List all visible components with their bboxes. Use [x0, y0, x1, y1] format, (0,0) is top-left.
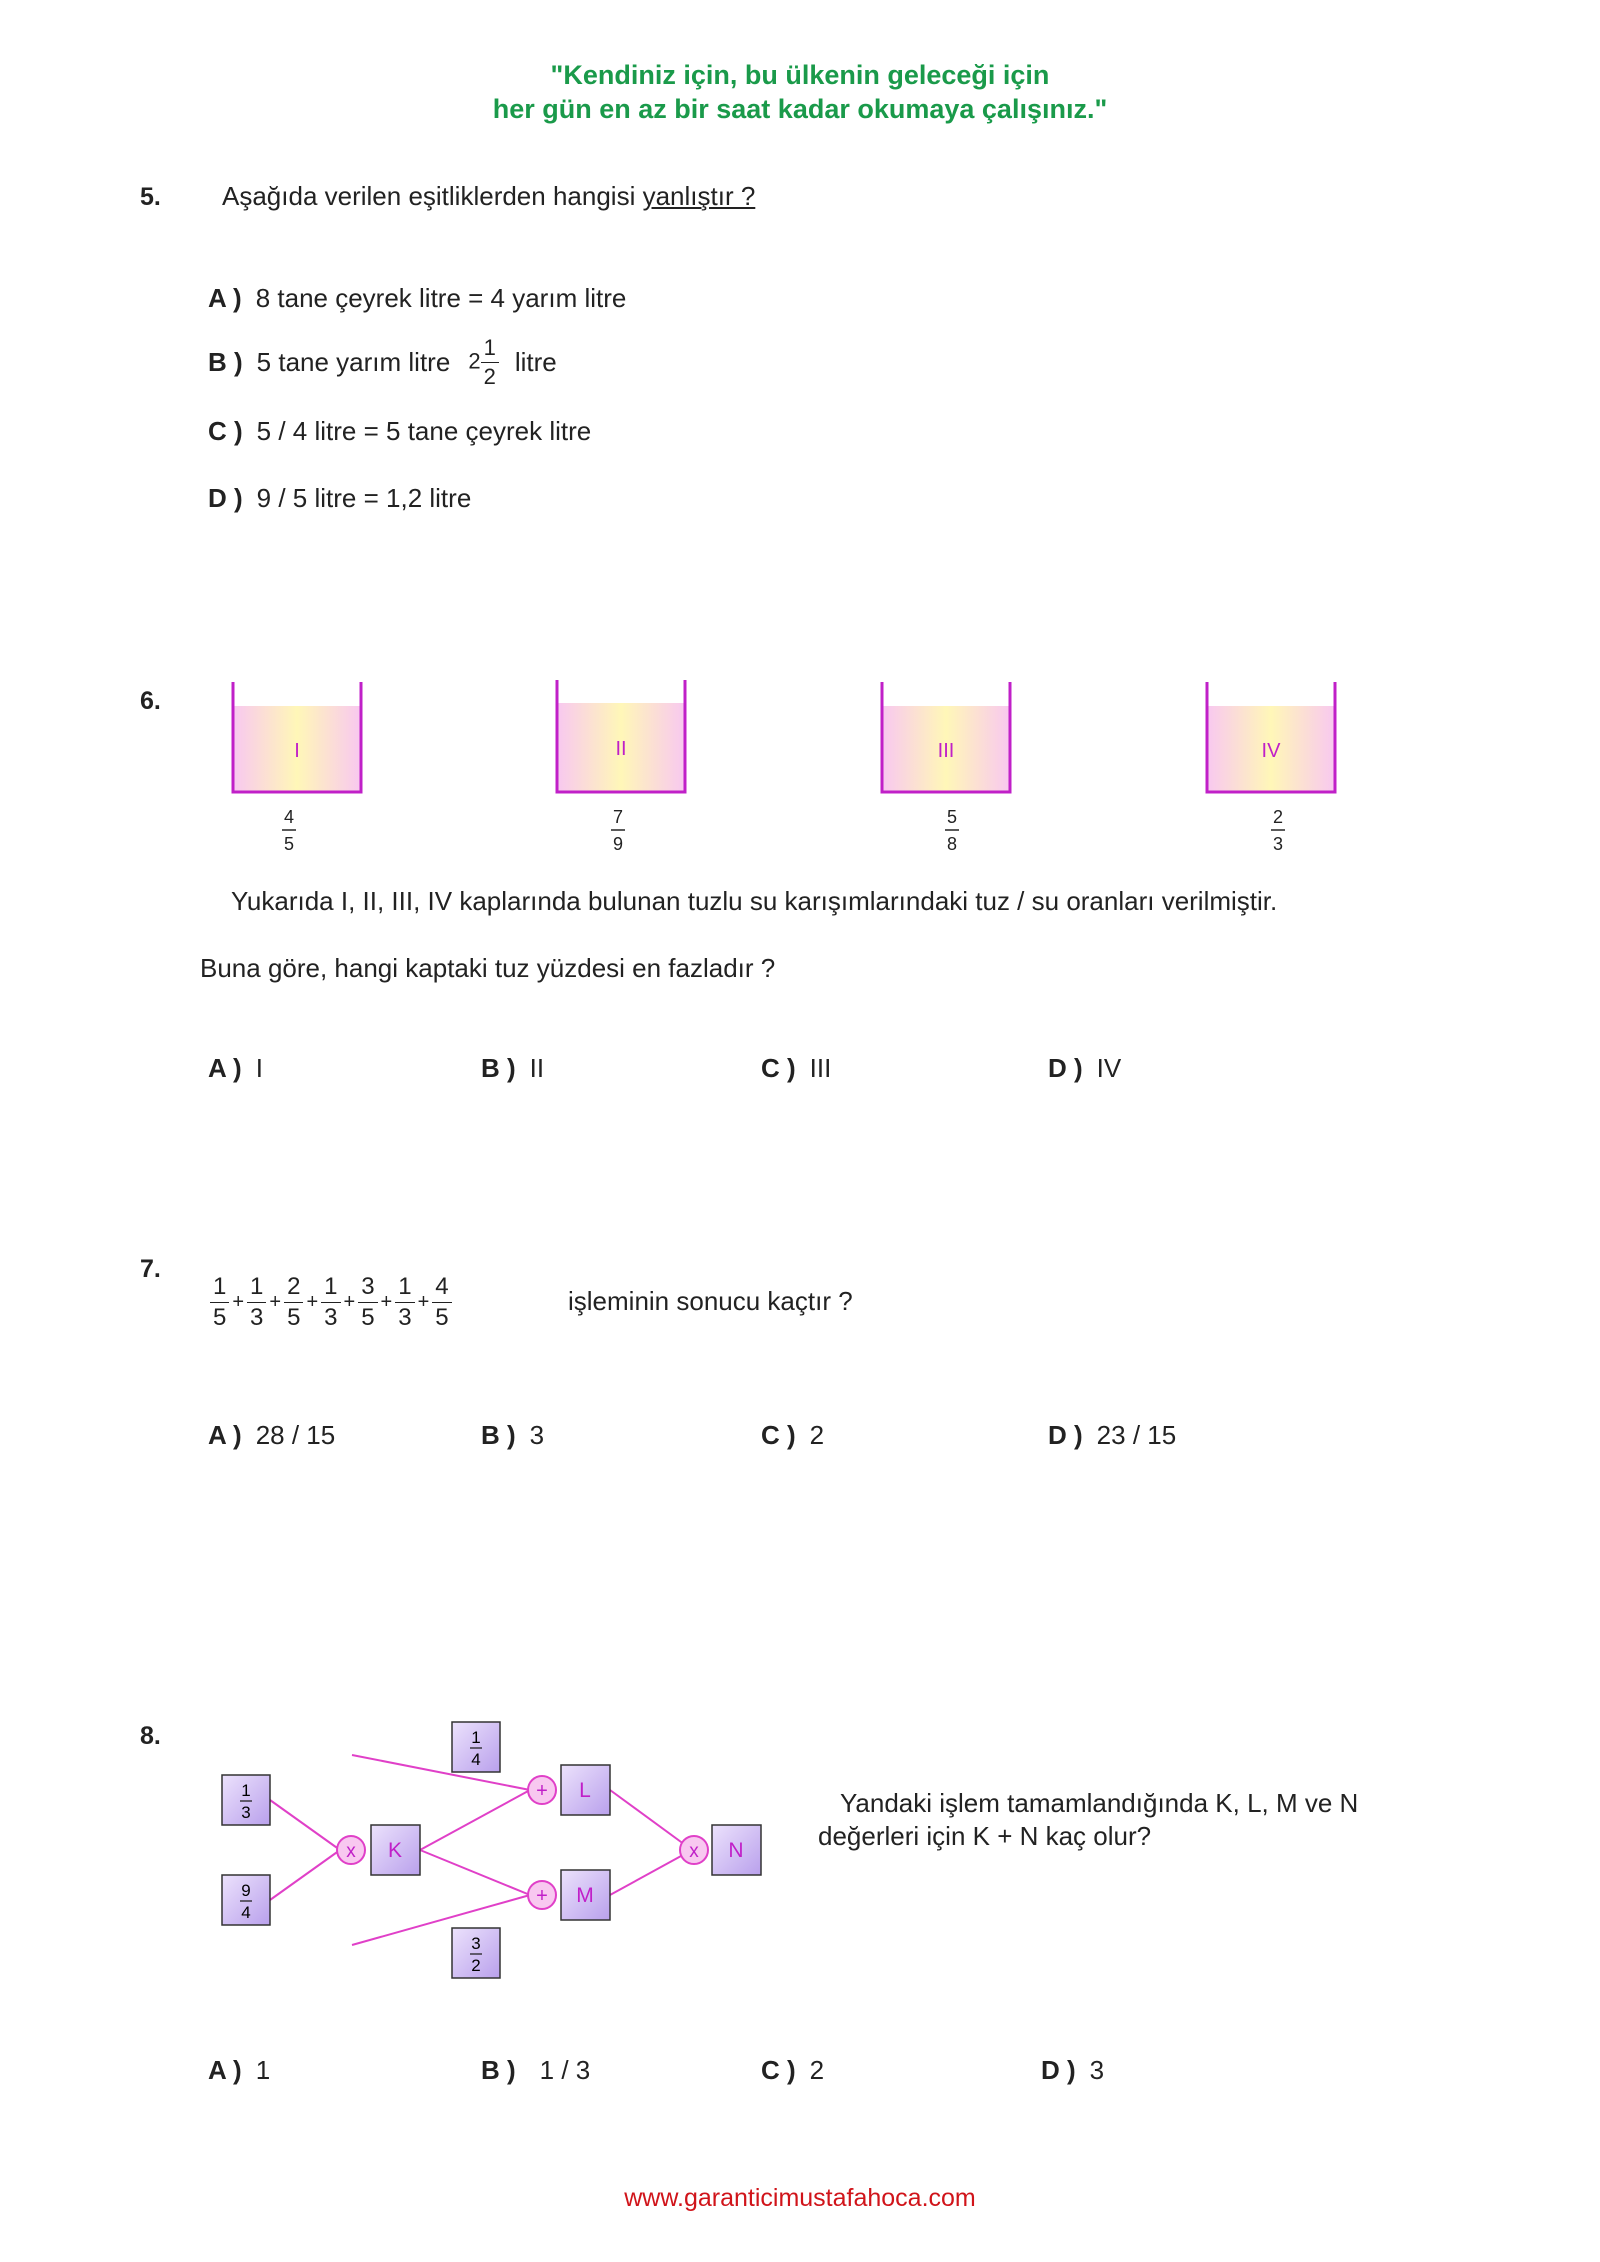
- question-5-stem: [222, 181, 755, 212]
- q6-option-c[interactable]: [761, 1053, 831, 1084]
- fraction-term: [395, 1275, 414, 1330]
- question-7-text: işleminin sonucu kaçtır ?: [568, 1286, 853, 1316]
- question-5-stem-text: Aşağıda verilen eşitliklerden hangisi: [222, 181, 643, 211]
- result-box-M: [561, 1870, 610, 1920]
- option-text: I: [255, 1053, 263, 1083]
- question-6-text-2: Buna göre, hangi kaptaki tuz yüzdesi en fazladır ?: [200, 953, 776, 983]
- q5-option-b[interactable]: [208, 337, 557, 388]
- question-5-number: 5.: [140, 183, 161, 211]
- option-letter: C ): [761, 1053, 796, 1083]
- option-text: 5 / 4 litre = 5 tane çeyrek litre: [256, 416, 592, 446]
- option-text: II: [529, 1053, 545, 1083]
- q5-option-c[interactable]: [208, 416, 591, 447]
- option-letter: D ): [1048, 1420, 1083, 1450]
- fraction-denominator: 2: [483, 364, 496, 389]
- q6-option-b[interactable]: [481, 1053, 544, 1084]
- q7-option-a[interactable]: [208, 1420, 335, 1451]
- fraction-numerator: 1: [395, 1275, 414, 1303]
- q8-option-a[interactable]: [208, 2055, 270, 2086]
- option-text: 28 / 15: [255, 1420, 336, 1450]
- fraction-sum: [210, 1275, 452, 1330]
- plus-sign: +: [536, 1885, 548, 1907]
- option-text: 2: [809, 1420, 825, 1450]
- q8-option-b[interactable]: [481, 2055, 590, 2086]
- fraction-numerator: 1: [247, 1275, 266, 1303]
- option-letter: B ): [208, 347, 243, 377]
- option-letter: C ): [208, 416, 243, 446]
- fraction-term: [284, 1275, 303, 1330]
- result-box-N: [712, 1825, 761, 1875]
- option-text: III: [809, 1053, 832, 1083]
- option-letter: D ): [1048, 1053, 1083, 1083]
- ratio-numerator: 7: [612, 807, 624, 827]
- option-letter: A ): [208, 1053, 242, 1083]
- question-5-stem-underlined: yanlıştır ?: [642, 181, 756, 211]
- q5-option-d[interactable]: [208, 483, 471, 514]
- container-I: [233, 682, 361, 854]
- fraction-term: [321, 1275, 340, 1330]
- fraction-denominator: 3: [250, 1304, 264, 1331]
- option-letter: A ): [208, 283, 242, 313]
- result-box-L: [561, 1765, 610, 1815]
- option-text: IV: [1096, 1053, 1122, 1083]
- option-letter: B ): [481, 1053, 516, 1083]
- option-text: 23 / 15: [1096, 1420, 1177, 1450]
- fraction-term: [210, 1275, 229, 1330]
- motto-line-1: "Kendiniz için, bu ülkenin geleceği için: [550, 60, 1050, 90]
- fraction-numerator: 2: [284, 1275, 303, 1303]
- result-box-K: [371, 1825, 420, 1875]
- fraction-denominator: 5: [361, 1304, 375, 1331]
- fraction-denominator: 2: [471, 1956, 481, 1975]
- option-letter: C ): [761, 1420, 796, 1450]
- motto-line-2: her gün en az bir saat kadar okumaya çalışınız.": [492, 94, 1108, 124]
- option-letter: D ): [208, 483, 243, 513]
- ratio-numerator: 2: [1272, 807, 1284, 827]
- fraction-term: [432, 1275, 451, 1330]
- container-label: I: [294, 740, 300, 762]
- mixed-whole: 2: [468, 348, 481, 374]
- option-text: 2: [809, 2055, 825, 2085]
- q8-option-c[interactable]: [761, 2055, 824, 2086]
- container-II: [557, 680, 685, 854]
- fraction-denominator: 4: [241, 1903, 251, 1922]
- question-6-text-1: Yukarıda I, II, III, IV kaplarında bulunan tuzlu su karışımlarındaki tuz / su oranları verilmiştir.: [231, 886, 1278, 916]
- multiply-node-2: [680, 1836, 708, 1864]
- containers-figure: [200, 670, 1400, 860]
- ratio-denominator: 9: [612, 834, 624, 854]
- fraction-numerator: 3: [358, 1275, 377, 1303]
- multiply-node-1: [337, 1836, 365, 1864]
- fraction-denominator: 3: [241, 1803, 251, 1822]
- box-label: M: [576, 1884, 594, 1907]
- diagram-connectors: [270, 1755, 692, 1945]
- fraction-numerator: 1: [210, 1275, 229, 1303]
- ratio-denominator: 5: [283, 834, 295, 854]
- option-text: 3: [1089, 2055, 1105, 2085]
- q7-option-d[interactable]: [1048, 1420, 1176, 1451]
- q7-option-c[interactable]: [761, 1420, 824, 1451]
- plus-node-L: [528, 1776, 556, 1804]
- box-label: K: [387, 1839, 403, 1862]
- q7-option-b[interactable]: [481, 1420, 544, 1451]
- q5-option-a[interactable]: [208, 283, 626, 314]
- input-box-nine-fourths: [222, 1875, 270, 1925]
- fraction-denominator: 5: [435, 1304, 449, 1331]
- q6-option-a[interactable]: [208, 1053, 263, 1084]
- fraction-numerator: 3: [471, 1934, 481, 1953]
- operation-diagram: [200, 1700, 790, 1990]
- box-label: N: [728, 1839, 744, 1862]
- option-text: 3: [529, 1420, 545, 1450]
- plus-sign: +: [380, 1291, 393, 1313]
- mixed-fraction: [481, 337, 499, 388]
- fraction-term: [247, 1275, 266, 1330]
- plus-sign: +: [536, 1780, 548, 1802]
- option-letter: B ): [481, 2055, 516, 2085]
- ratio-numerator: 5: [946, 807, 958, 827]
- ratio-denominator: 3: [1272, 834, 1284, 854]
- option-letter: D ): [1041, 2055, 1076, 2085]
- mixed-number: [468, 337, 499, 388]
- question-8-text-2: değerleri için K + N kaç olur?: [818, 1821, 1152, 1851]
- option-tail: litre: [514, 347, 557, 377]
- fraction-numerator: 4: [432, 1275, 451, 1303]
- question-6-number: 6.: [140, 687, 161, 715]
- container-III: [882, 682, 1010, 854]
- footer-url[interactable]: www.garanticimustafahoca.com: [624, 2184, 976, 2212]
- fraction-numerator: 1: [471, 1728, 481, 1747]
- container-IV: [1207, 682, 1335, 854]
- option-text: 9 / 5 litre = 1,2 litre: [256, 483, 472, 513]
- fraction-numerator: 1: [481, 337, 499, 363]
- input-box-one-fourth: [452, 1722, 500, 1772]
- container-label: II: [615, 738, 627, 760]
- box-label: L: [579, 1779, 591, 1802]
- q8-option-d[interactable]: [1041, 2055, 1104, 2086]
- plus-sign: +: [417, 1291, 430, 1313]
- question-8-text-1: Yandaki işlem tamamlandığında K, L, M ve N: [840, 1788, 1359, 1818]
- option-text: 1 / 3: [539, 2055, 591, 2085]
- fraction-denominator: 4: [471, 1750, 481, 1769]
- option-letter: B ): [481, 1420, 516, 1450]
- fraction-denominator: 5: [213, 1304, 227, 1331]
- option-text: 1: [255, 2055, 271, 2085]
- input-box-one-third: [222, 1775, 270, 1825]
- option-letter: A ): [208, 2055, 242, 2085]
- option-text: 8 tane çeyrek litre = 4 yarım litre: [255, 283, 627, 313]
- fraction-numerator: 1: [321, 1275, 340, 1303]
- q6-option-d[interactable]: [1048, 1053, 1121, 1084]
- question-7-number: 7.: [140, 1255, 161, 1283]
- fraction-denominator: 3: [324, 1304, 338, 1331]
- ratio-denominator: 8: [946, 834, 958, 854]
- plus-sign: +: [269, 1291, 282, 1313]
- plus-sign: +: [306, 1291, 319, 1313]
- option-letter: C ): [761, 2055, 796, 2085]
- multiply-sign: x: [689, 1841, 699, 1862]
- fraction-term: [358, 1275, 377, 1330]
- option-letter: A ): [208, 1420, 242, 1450]
- fraction-denominator: 5: [287, 1304, 301, 1331]
- plus-node-M: [528, 1881, 556, 1909]
- option-text: 5 tane yarım litre: [256, 347, 451, 377]
- container-label: III: [937, 740, 955, 762]
- multiply-sign: x: [346, 1841, 356, 1862]
- question-8-number: 8.: [140, 1722, 161, 1750]
- fraction-denominator: 3: [398, 1304, 412, 1331]
- ratio-numerator: 4: [283, 807, 295, 827]
- plus-sign: +: [343, 1291, 356, 1313]
- fraction-numerator: 9: [241, 1881, 251, 1900]
- container-label: IV: [1261, 740, 1281, 762]
- plus-sign: +: [232, 1291, 245, 1313]
- input-box-three-halves: [452, 1928, 500, 1978]
- fraction-numerator: 1: [241, 1781, 251, 1800]
